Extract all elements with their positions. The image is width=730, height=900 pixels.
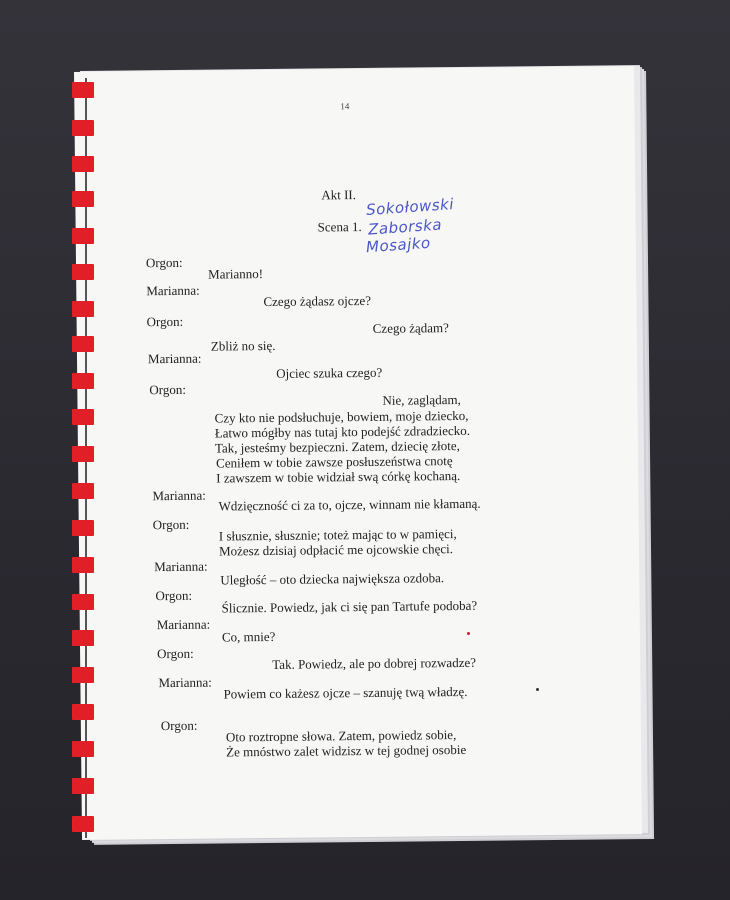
- dialogue-line: Tak, jesteśmy bezpieczni. Zatem, dziecię złote,: [214, 437, 460, 456]
- scene-heading: Scena 1.: [317, 218, 362, 235]
- handwritten-name: Zaborska: [367, 215, 443, 239]
- dialogue-line: Możesz dzisiaj odpłacić me ojcowskie chęci.: [218, 541, 454, 559]
- book-page: [74, 66, 642, 840]
- dialogue-line: Nie, zaglądam,: [382, 391, 461, 408]
- binding-ring: [72, 520, 94, 536]
- binding-ring: [72, 409, 94, 425]
- binding-ring: [72, 630, 94, 646]
- binding-ring: [72, 594, 94, 610]
- dialogue-line: Łatwo mógłby nas tutaj kto podejść zdradziecko.: [214, 422, 471, 441]
- binding-ring: [72, 301, 94, 317]
- binding-ring: [72, 778, 94, 794]
- binding-ring: [72, 228, 94, 244]
- speaker-label: Marianna:: [146, 282, 200, 299]
- dialogue-line: Czego żądasz ojcze?: [263, 292, 372, 310]
- dialogue-line: Że mnóstwo zalet widzisz w tej godnej osobie: [226, 741, 467, 760]
- speaker-label: Marianna:: [152, 487, 206, 504]
- speaker-label: Marianna:: [156, 616, 211, 633]
- ink-speck: [467, 632, 470, 635]
- binding-ring: [72, 816, 94, 832]
- spiral-binding: [72, 78, 102, 838]
- dialogue-line: I słusznie, słusznie; toteż mając to w pamięci,: [218, 526, 457, 544]
- binding-ring: [72, 557, 94, 573]
- binding-ring: [72, 82, 94, 98]
- dialogue-line: Ceniłem w tobie zawsze posłuszeństwa cnotę: [216, 453, 453, 471]
- binding-ring: [72, 741, 94, 757]
- page-number: 14: [340, 101, 350, 112]
- speaker-label: Orgon:: [145, 254, 183, 271]
- dialogue-line: Oto roztropne słowa. Zatem, powiedz sobie,: [225, 727, 457, 745]
- binding-ring: [72, 373, 94, 389]
- binding-ring: [72, 667, 94, 683]
- speaker-label: Orgon:: [155, 587, 193, 604]
- binding-ring: [72, 156, 94, 172]
- binding-ring: [72, 191, 94, 207]
- dialogue-line: Tak. Powiedz, ale po dobrej rozwadze?: [272, 654, 477, 672]
- binding-ring: [72, 446, 94, 462]
- dialogue-line: Czy kto nie podsłuchuje, bowiem, moje dziecko,: [214, 407, 469, 426]
- speaker-label: Marianna:: [158, 674, 212, 691]
- dialogue-line: Marianno!: [208, 266, 264, 282]
- dialogue-line: Czego żądam?: [372, 320, 449, 336]
- ink-speck: [536, 688, 539, 691]
- speaker-label: Orgon:: [149, 381, 187, 398]
- binding-ring: [72, 120, 94, 136]
- speaker-label: Orgon:: [157, 645, 194, 662]
- speaker-label: Marianna:: [147, 350, 202, 367]
- dialogue-line: I zawszem w tobie widział swą córkę kochaną.: [216, 467, 461, 486]
- handwritten-name: Sokołowski: [365, 194, 455, 220]
- dialogue-line: Co, mnie?: [221, 628, 276, 645]
- binding-ring: [72, 264, 94, 280]
- act-heading: Akt II.: [321, 187, 357, 203]
- dialogue-line: Powiem co każesz ojcze – szanuję twą władzę.: [223, 683, 468, 702]
- speaker-label: Orgon:: [146, 313, 184, 330]
- dialogue-line: Ślicznie. Powiedz, jak ci się pan Tartufe podoba?: [221, 597, 478, 616]
- binding-ring: [72, 336, 94, 352]
- binding-ring: [72, 483, 94, 499]
- speaker-label: Orgon:: [152, 516, 190, 533]
- dialogue-line: Wdzięczność ci za to, ojcze, winnam nie kłamaną.: [218, 495, 481, 514]
- dialogue-line: Ojciec szuka czego?: [276, 364, 383, 381]
- speaker-label: Orgon:: [160, 717, 198, 734]
- dialogue-line: Zbliż no się.: [210, 337, 276, 354]
- binding-ring: [72, 704, 94, 720]
- dialogue-line: Uległość – oto dziecka największa ozdoba.: [220, 570, 445, 588]
- handwritten-name: Mosajko: [365, 233, 432, 257]
- speaker-label: Marianna:: [154, 558, 208, 575]
